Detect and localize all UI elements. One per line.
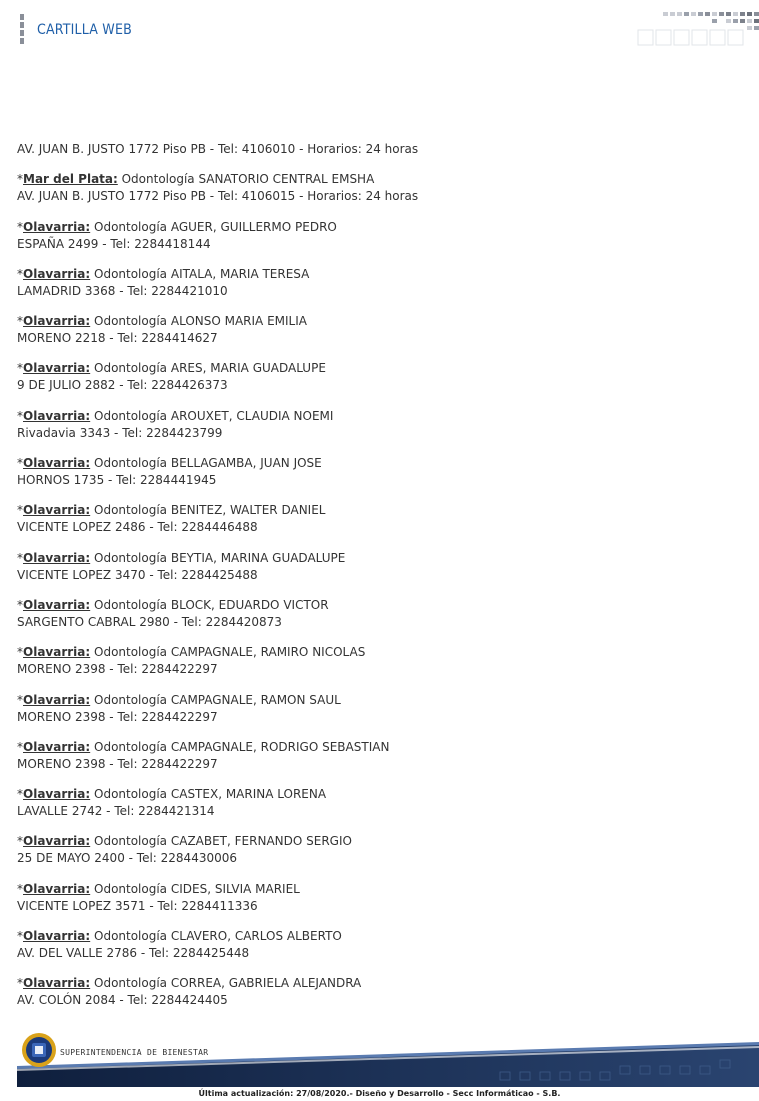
provider-address: HORNOS 1735 - Tel: 2284441945 [17, 473, 217, 488]
provider-name: Odontología BENITEZ, WALTER DANIEL [90, 503, 326, 518]
provider-name: Odontología BLOCK, EDUARDO VICTOR [90, 597, 329, 612]
city-label: Olavarria: [23, 408, 91, 423]
provider-address: LAVALLE 2742 - Tel: 2284421314 [17, 804, 215, 819]
provider-line: *Olavarria: Odontología CIDES, SILVIA MARIEL [17, 881, 300, 896]
list-item [17, 833, 737, 867]
provider-line: *Olavarria: Odontología ALONSO MARIA EMILIA [17, 314, 307, 329]
provider-address: VICENTE LOPEZ 3470 - Tel: 2284425488 [17, 567, 258, 582]
provider-name: Odontología BEYTIA, MARINA GUADALUPE [90, 550, 346, 565]
last-update-text: Última actualización: 27/08/2020.- Diseño y Desarrollo - Secc Informáticao - S.B. [198, 1089, 561, 1098]
city-label: Olavarria: [23, 550, 91, 565]
city-label: Olavarria: [23, 976, 91, 991]
provider-line: *Olavarria: Odontología BELLAGAMBA, JUAN JOSE [17, 456, 322, 471]
list-item [17, 739, 737, 773]
city-label: Olavarria: [23, 787, 91, 802]
provider-name: Odontología AITALA, MARIA TERESA [90, 266, 310, 281]
header-accent-bar [20, 14, 24, 46]
provider-line: *Olavarria: Odontología ARES, MARIA GUADALUPE [17, 361, 326, 376]
city-label: Olavarria: [23, 834, 91, 849]
decorative-tile-mosaic [635, 10, 759, 46]
provider-line: *Olavarria: Odontología BENITEZ, WALTER DANIEL [17, 503, 326, 518]
provider-line: *Olavarria: Odontología CASTEX, MARINA LORENA [17, 787, 327, 802]
city-label: Olavarria: [23, 219, 91, 234]
provider-line: *Olavarria: Odontología AROUXET, CLAUDIA NOEMI [17, 408, 334, 423]
list-item [17, 171, 737, 205]
provider-name: Odontología SANATORIO CENTRAL EMSHA [117, 172, 375, 187]
city-label: Olavarria: [23, 503, 91, 518]
provider-address: SARGENTO CABRAL 2980 - Tel: 2284420873 [17, 614, 282, 629]
provider-address: 25 DE MAYO 2400 - Tel: 2284430006 [17, 851, 237, 866]
city-label: Olavarria: [23, 597, 91, 612]
list-item [17, 219, 737, 253]
city-label: Olavarria: [23, 929, 91, 944]
provider-name: Odontología ALONSO MARIA EMILIA [90, 314, 307, 329]
list-item [17, 313, 737, 347]
list-item [17, 360, 737, 394]
org-label: SUPERINTENDENCIA DE BIENESTAR [60, 1048, 209, 1057]
provider-name: Odontología CLAVERO, CARLOS ALBERTO [90, 929, 342, 944]
city-label: Olavarria: [23, 266, 91, 281]
provider-name: Odontología ARES, MARIA GUADALUPE [90, 361, 326, 376]
list-item [17, 786, 737, 820]
provider-line: *Olavarria: Odontología CLAVERO, CARLOS ALBERTO [17, 929, 342, 944]
city-label: Olavarria: [23, 881, 91, 896]
list-item [17, 455, 737, 489]
list-item [17, 928, 737, 962]
provider-name: Odontología BELLAGAMBA, JUAN JOSE [90, 456, 322, 471]
provider-line: *Olavarria: Odontología CAZABET, FERNANDO SERGIO [17, 834, 352, 849]
provider-address: Rivadavia 3343 - Tel: 2284423799 [17, 425, 223, 440]
provider-name: Odontología CAZABET, FERNANDO SERGIO [90, 834, 352, 849]
list-item [17, 408, 737, 442]
provider-address: AV. DEL VALLE 2786 - Tel: 2284425448 [17, 946, 250, 961]
list-item [17, 502, 737, 536]
provider-line: *Olavarria: Odontología AGUER, GUILLERMO PEDRO [17, 219, 337, 234]
provider-name: Odontología CORREA, GABRIELA ALEJANDRA [90, 976, 362, 991]
list-item [17, 881, 737, 915]
provider-address: VICENTE LOPEZ 2486 - Tel: 2284446488 [17, 520, 258, 535]
institution-seal-icon [22, 1033, 56, 1067]
provider-address: MORENO 2398 - Tel: 2284422297 [17, 709, 218, 724]
city-label: Mar del Plata: [23, 172, 118, 187]
provider-line: *Olavarria: Odontología BEYTIA, MARINA GUADALUPE [17, 550, 346, 565]
city-label: Olavarria: [23, 739, 91, 754]
provider-line: *Olavarria: Odontología CORREA, GABRIELA ALEJANDRA [17, 976, 362, 991]
provider-line: *Olavarria: Odontología CAMPAGNALE, RAMON SAUL [17, 692, 341, 707]
provider-list [17, 141, 737, 1023]
city-label: Olavarria: [23, 361, 91, 376]
provider-name: Odontología AGUER, GUILLERMO PEDRO [90, 219, 337, 234]
provider-address: MORENO 2398 - Tel: 2284422297 [17, 662, 218, 677]
provider-address: AV. COLÓN 2084 - Tel: 2284424405 [17, 993, 228, 1008]
provider-address: MORENO 2398 - Tel: 2284422297 [17, 756, 218, 771]
list-item [17, 692, 737, 726]
city-label: Olavarria: [23, 314, 91, 329]
provider-line: *Olavarria: Odontología CAMPAGNALE, RODRIGO SEBASTIAN [17, 739, 390, 754]
provider-line: *Olavarria: Odontología BLOCK, EDUARDO VICTOR [17, 597, 329, 612]
list-item [17, 550, 737, 584]
list-item [17, 141, 737, 158]
provider-address: VICENTE LOPEZ 3571 - Tel: 2284411336 [17, 898, 258, 913]
provider-line: *Olavarria: Odontología CAMPAGNALE, RAMIRO NICOLAS [17, 645, 366, 660]
provider-name: Odontología CIDES, SILVIA MARIEL [90, 881, 300, 896]
page-title: CARTILLA WEB [37, 22, 132, 38]
provider-name: Odontología CAMPAGNALE, RAMIRO NICOLAS [90, 645, 366, 660]
page-header [0, 0, 759, 60]
city-label: Olavarria: [23, 692, 91, 707]
provider-line: *Olavarria: Odontología AITALA, MARIA TERESA [17, 266, 310, 281]
provider-address: ESPAÑA 2499 - Tel: 2284418144 [17, 236, 211, 251]
city-label: Olavarria: [23, 456, 91, 471]
list-item [17, 975, 737, 1009]
provider-address: AV. JUAN B. JUSTO 1772 Piso PB - Tel: 4106015 - Horarios: 24 horas [17, 189, 419, 204]
list-item [17, 597, 737, 631]
provider-name: Odontología CASTEX, MARINA LORENA [90, 787, 327, 802]
provider-address: MORENO 2218 - Tel: 2284414627 [17, 331, 218, 346]
provider-name: Odontología CAMPAGNALE, RODRIGO SEBASTIAN [90, 739, 390, 754]
provider-address: LAMADRID 3368 - Tel: 2284421010 [17, 283, 228, 298]
provider-address: AV. JUAN B. JUSTO 1772 Piso PB - Tel: 4106010 - Horarios: 24 horas [17, 142, 419, 156]
list-item [17, 266, 737, 300]
provider-name: Odontología AROUXET, CLAUDIA NOEMI [90, 408, 334, 423]
list-item [17, 644, 737, 678]
provider-address: 9 DE JULIO 2882 - Tel: 2284426373 [17, 378, 228, 393]
provider-line: *Mar del Plata: Odontología SANATORIO CENTRAL EMSHA [17, 172, 375, 187]
provider-name: Odontología CAMPAGNALE, RAMON SAUL [90, 692, 341, 707]
city-label: Olavarria: [23, 645, 91, 660]
